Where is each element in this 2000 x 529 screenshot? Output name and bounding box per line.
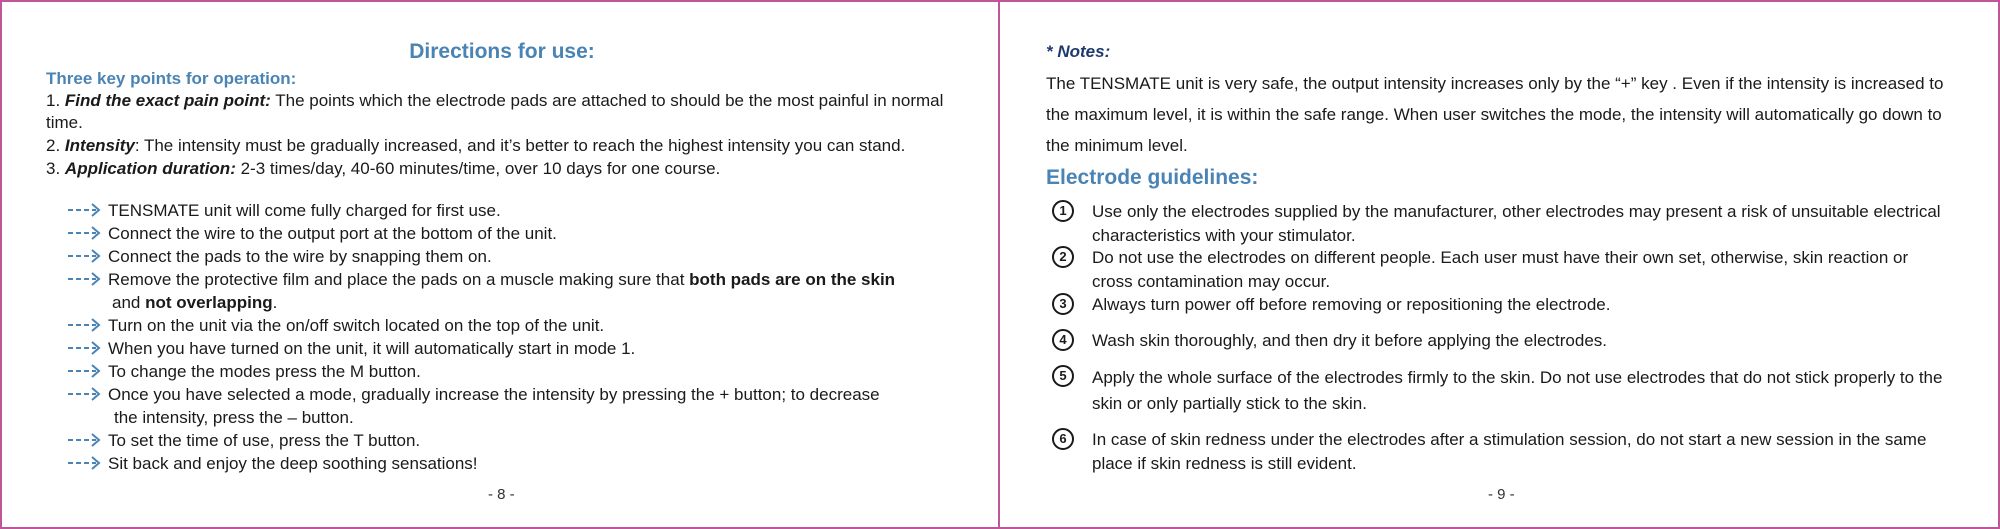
dashed-arrow-icon [66, 453, 104, 473]
key-points-subheading: Three key points for operation: [46, 69, 297, 88]
key-point-3: 3. Application duration: 2-3 times/day, 40-60 minutes/time, over 10 days for one course. [46, 159, 721, 178]
key-point-1-lead: Find the exact pain point: [64, 91, 271, 110]
circled-number-4: 4 [1052, 329, 1074, 351]
dashed-arrow-icon [66, 361, 104, 381]
dashed-arrow-icon [66, 223, 104, 243]
page-number-left: - 8 - [488, 486, 515, 503]
circled-number-6: 6 [1052, 428, 1074, 450]
circled-number-1: 1 [1052, 200, 1074, 222]
dashed-arrow-icon [66, 246, 104, 266]
dashed-arrow-icon [66, 200, 104, 220]
page-left: Directions for use: Three key points for operation: 1. Find the exact pain point: The points which the electrode pads are attached to should be the most painful in normal time. 2. Intensity: The intensity must be gradually increased, and it’s better to reach the highest intensity you can stand. 3. Application duration: 2-3 times/day, 40-60 minutes/time, over 10 days for one course. TENSMATE unit will come fully charged for first use. Connect the wire to the output port at the bottom of the unit. Connect the pads to the wire by snapping them on. Remove the protective film and place the pads on a muscle making sure that both pads are on the skin and not overlapping. Turn on the unit via the on/off switch located on the top of the unit. When you have turned on the unit, it will automatically start in mode 1. To change the modes press the M button. Once you have selected a mode, gradually increase the intensity by pressing the + button; to decrease the intensity, press the – button. To set the time of use, press the T button. Sit back and enjoy the deep soothing sensations! - 8 - [0, 0, 1000, 529]
dashed-arrow-icon [66, 384, 104, 404]
key-point-2: 2. Intensity: The intensity must be gradually increased, and it’s better to reach the highest intensity you can stand. [46, 136, 906, 155]
dashed-arrow-icon [66, 315, 104, 335]
key-point-3-lead: Application duration: [64, 159, 236, 178]
circled-number-5: 5 [1052, 365, 1074, 387]
electrode-guidelines-title: Electrode guidelines: [1046, 166, 1259, 189]
page-number-right: - 9 - [1488, 486, 1515, 503]
circled-number-2: 2 [1052, 246, 1074, 268]
key-point-2-text: : The intensity must be gradually increased, and it’s better to reach the highest intensity you can stand. [134, 136, 906, 155]
key-point-1: 1. Find the exact pain point: The points which the electrode pads are attached to should be the most painful in normal time. [46, 91, 944, 132]
notes-text: The TENSMATE unit is very safe, the output intensity increases only by the “+” key . Even if the intensity is increased to the maximum level, it is within the safe range. When user switches the mode, the intensity will automatically go down to the minimum level. [1046, 74, 1944, 155]
circled-number-3: 3 [1052, 293, 1074, 315]
page-right: * Notes: The TENSMATE unit is very safe, the output intensity increases only by the “+” key . Even if the intensity is increased to the maximum level, it is within the safe range. When user switches the mode, the intensity will automatically go down to the minimum level. Electrode guidelines: 1 Use only the electrodes supplied by the manufacturer, other electrodes may present a risk of unsuitable electrical characteristics with your stimulator. 2 Do not use the electrodes on different people. Each user must have their own set, otherwise, skin reaction or cross contamination may occur. 3 Always turn power off before removing or repositioning the electrode. 4 Wash skin thoroughly, and then dry it before applying the electrodes. 5 Apply the whole surface of the electrodes firmly to the skin. Do not use electrodes that do not stick properly to the skin or only partially stick to the skin. 6 In case of skin redness under the electrodes after a stimulation session, do not start a new session in the same place if skin redness is still evident. - 9 - [998, 0, 2000, 529]
key-point-3-text: 2-3 times/day, 40-60 minutes/time, over 10 days for one course. [235, 159, 721, 178]
dashed-arrow-icon [66, 430, 104, 450]
key-point-2-lead: Intensity [64, 136, 135, 155]
page-title: Directions for use: [409, 40, 595, 63]
dashed-arrow-icon [66, 338, 104, 358]
key-point-1-text: The points which the electrode pads are attached to should be the most painful in normal time. [46, 91, 944, 132]
notes-title: * Notes: [1046, 42, 1111, 61]
dashed-arrow-icon [66, 269, 104, 289]
